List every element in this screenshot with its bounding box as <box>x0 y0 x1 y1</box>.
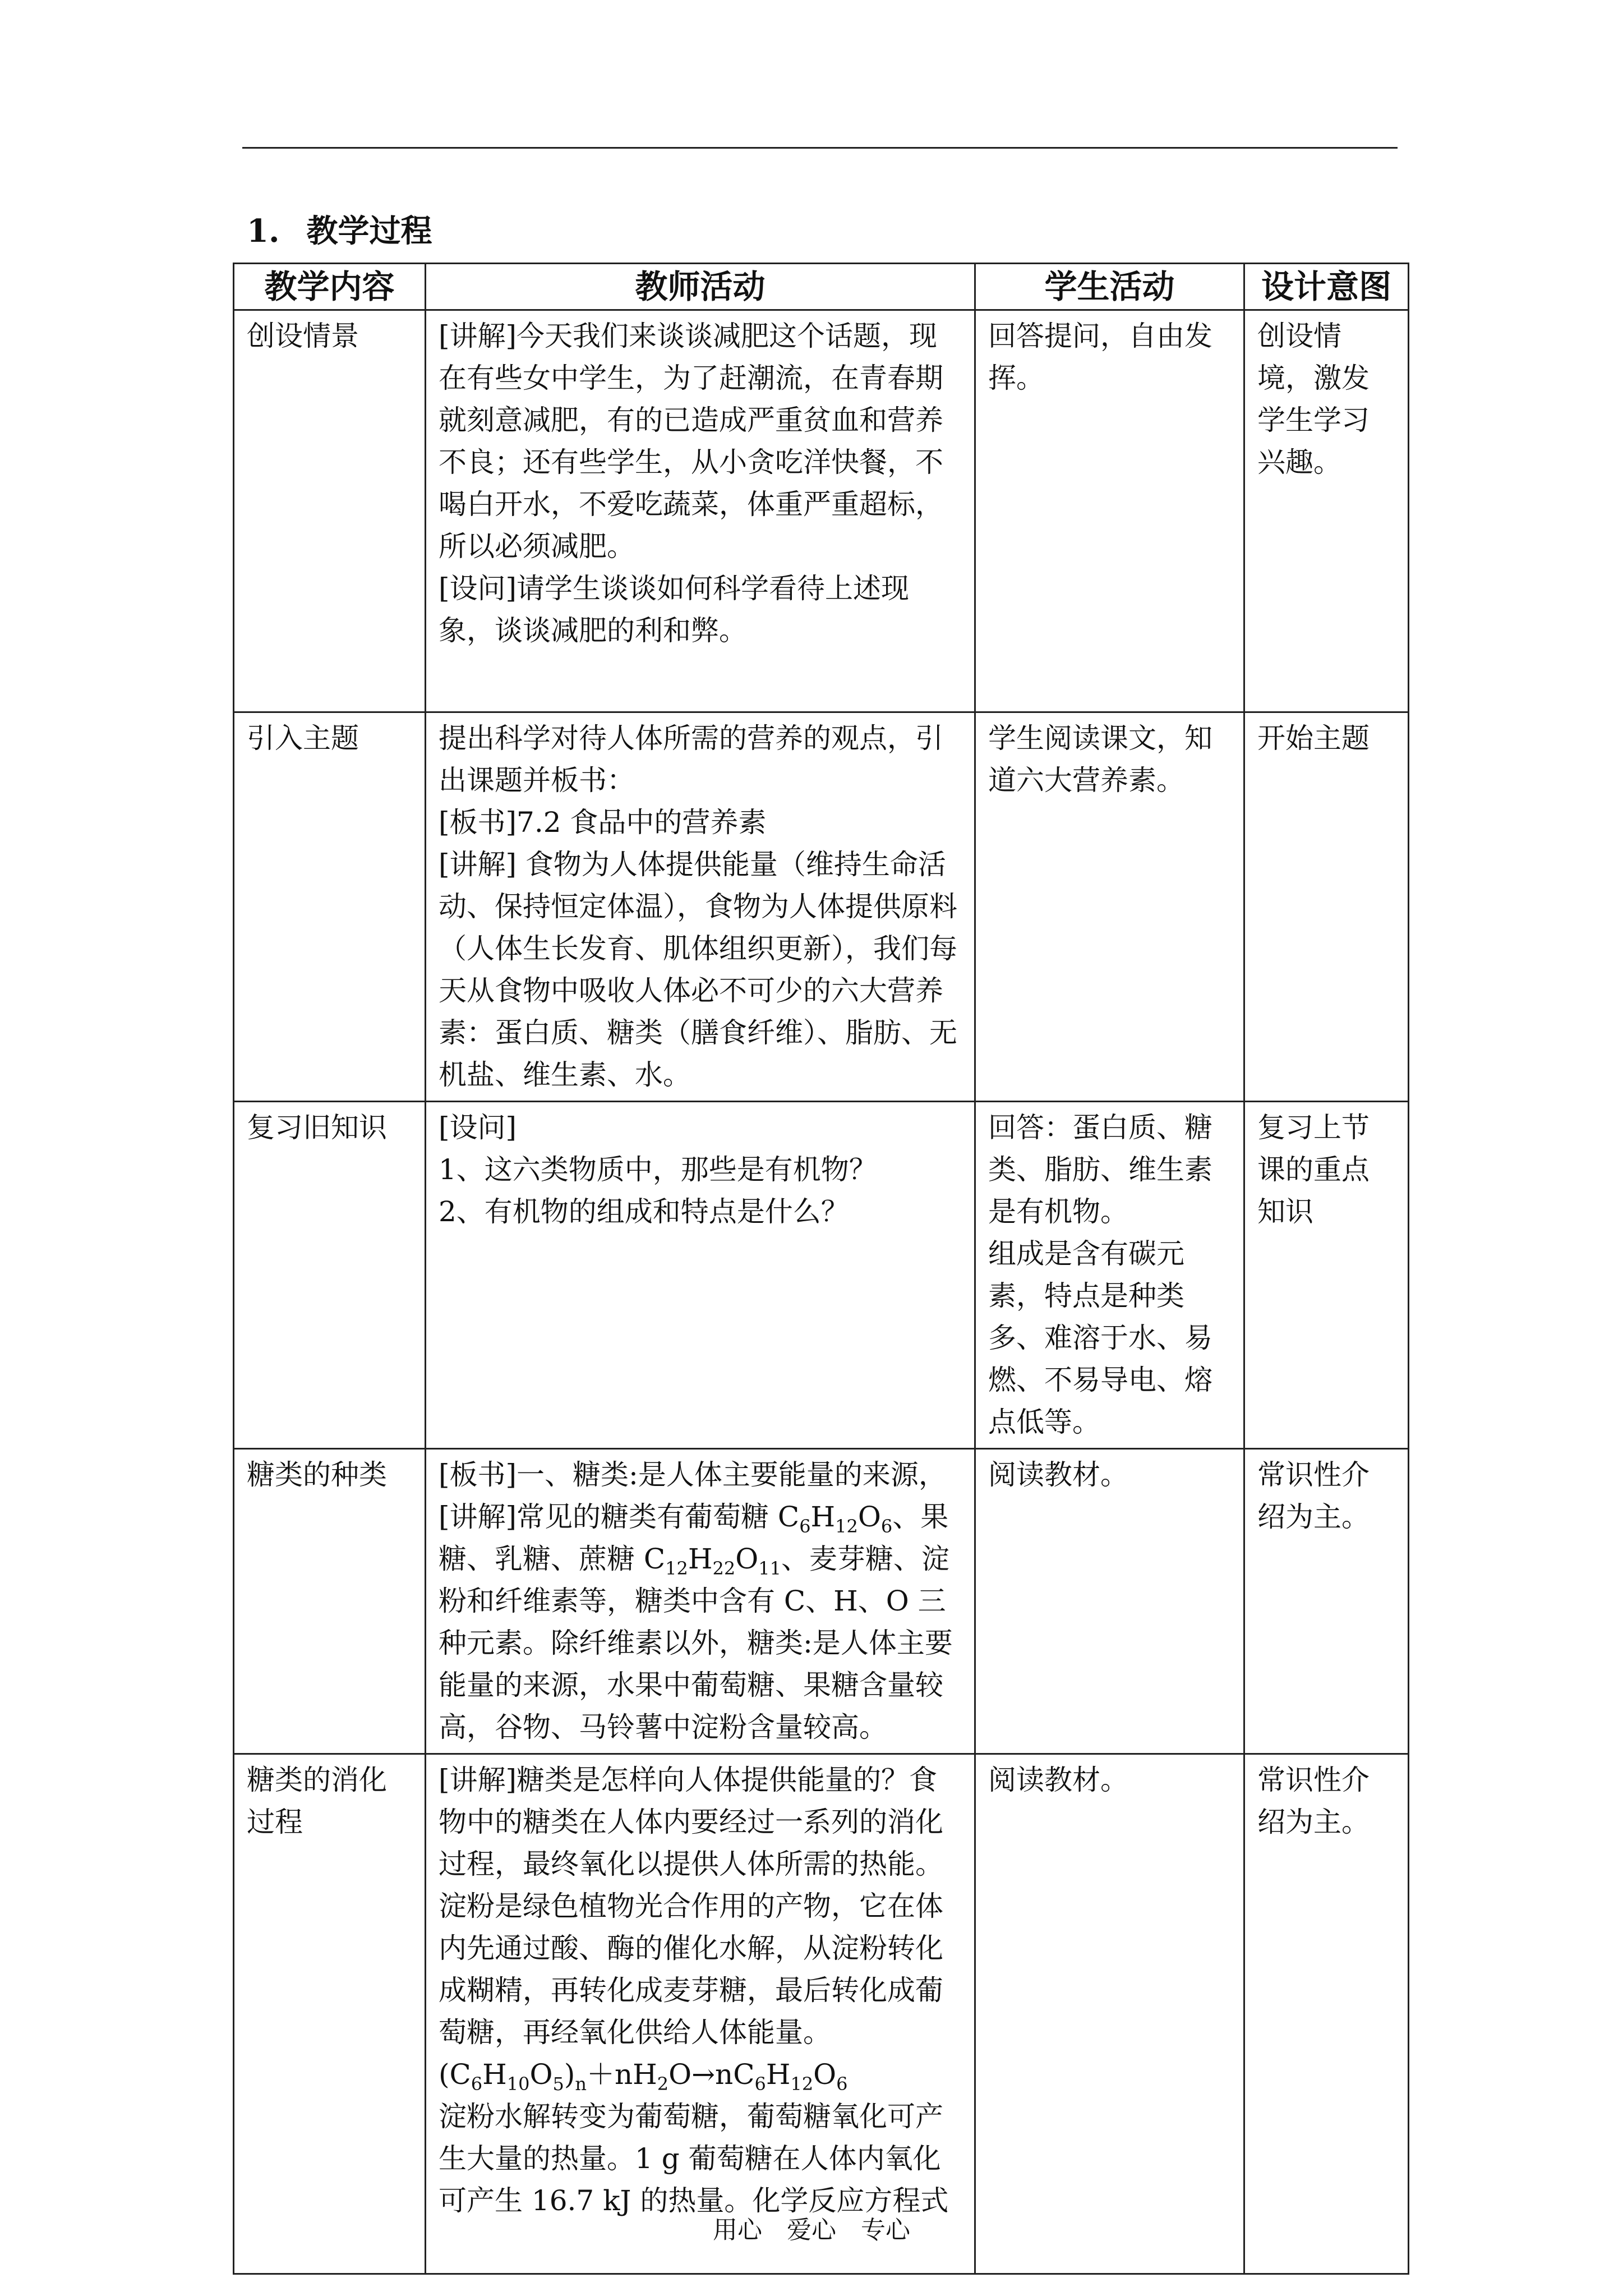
cell-paragraph: 学生阅读课文，知道六大营养素。 <box>988 722 1212 797</box>
cell-paragraph: 2、有机物的组成和特点是什么？ <box>439 1195 849 1228</box>
cell-paragraph: 回答：蛋白质、糖类、脂肪、维生素是有机物。 <box>988 1111 1212 1228</box>
table-row <box>234 712 1409 1102</box>
cell-design-intent: 常识性介绍为主。 <box>1244 1754 1409 2274</box>
section-heading <box>247 209 432 254</box>
table-header-row <box>234 264 1409 310</box>
cell-paragraph: [讲解]糖类是怎样向人体提供能量的？食物中的糖类在人体内要经过一系列的消化过程，最终氧化以提供人体所需的热能。淀粉是绿色植物光合作用的产物，它在体内先通过酸、酶的催化水解，从淀粉转化成糊精，再转化成麦芽糖，最后转化成葡萄糖，再经氧化供给人体能量。 <box>439 1764 943 2049</box>
cell-content: 引入主题 <box>234 712 426 1102</box>
cell-student-activity <box>975 1754 1244 2274</box>
page-footer: 用心 爱心 专心 <box>713 2216 910 2244</box>
section-number: 1. <box>247 213 280 250</box>
cell-paragraph: 淀粉水解转变为葡萄糖，葡萄糖氧化可产生大量的热量。1 g 葡萄糖在人体内氧化可产生 16.7 kJ 的热量。化学反应方程式 <box>439 2100 949 2217</box>
cell-student-activity <box>975 712 1244 1102</box>
cell-teacher-activity <box>426 310 975 712</box>
cell-paragraph: 阅读教材。 <box>988 1764 1128 1796</box>
table-row <box>234 1754 1409 2274</box>
cell-paragraph: [讲解] 食物为人体提供能量（维持生命活动、保持恒定体温），食物为人体提供原料（人体生长发育、肌体组织更新），我们每天从食物中吸收人体必不可少的六大营养素：蛋白质、糖类（膳食纤维）、脂肪、无机盐、维生素、水。 <box>439 848 957 1091</box>
header-intent: 设计意图 <box>1244 264 1409 310</box>
cell-paragraph: [设问] <box>439 1111 517 1144</box>
cell-design-intent: 创设情境，激发学生学习兴趣。 <box>1244 310 1409 712</box>
cell-paragraph: [板书]一、糖类:是人体主要能量的来源， <box>439 1458 947 1491</box>
cell-paragraph: 阅读教材。 <box>988 1458 1128 1491</box>
lesson-table <box>233 263 1409 2275</box>
table-row <box>234 310 1409 712</box>
table-body <box>234 310 1409 2274</box>
table-row <box>234 1449 1409 1754</box>
cell-paragraph: 回答提问，自由发挥。 <box>988 320 1212 394</box>
cell-paragraph: [板书]7.2 食品中的营养素 <box>439 806 767 839</box>
table-row <box>234 1102 1409 1449</box>
cell-paragraph: 提出科学对待人体所需的营养的观点，引出课题并板书： <box>439 722 943 797</box>
cell-teacher-activity <box>426 1754 975 2274</box>
header-student: 学生活动 <box>975 264 1244 310</box>
cell-paragraph: 组成是含有碳元素，特点是种类多、难溶于水、易燃、不易导电、熔点低等。 <box>988 1237 1212 1438</box>
cell-paragraph: 1、这六类物质中，那些是有机物？ <box>439 1153 877 1186</box>
cell-content: 复习旧知识 <box>234 1102 426 1449</box>
cell-paragraph: $(C_6H_{10}O_5)_n+nH_2O\to nC_6H_{12}O_6$ <box>439 2058 848 2095</box>
cell-teacher-activity <box>426 1102 975 1449</box>
cell-paragraph: [设问]请学生谈谈如何科学看待上述现象，谈谈减肥的利和弊。 <box>439 572 910 647</box>
section-title: 教学过程 <box>306 213 432 250</box>
cell-student-activity <box>975 1449 1244 1754</box>
header-content: 教学内容 <box>234 264 426 310</box>
header-rule <box>242 147 1398 149</box>
cell-content: 糖类的消化过程 <box>234 1754 426 2274</box>
cell-student-activity <box>975 1102 1244 1449</box>
cell-design-intent: 复习上节课的重点知识 <box>1244 1102 1409 1449</box>
cell-design-intent: 常识性介绍为主。 <box>1244 1449 1409 1754</box>
cell-content: 糖类的种类 <box>234 1449 426 1754</box>
cell-paragraph: [讲解]常见的糖类有葡萄糖 $C_6H_{12}O_6$、果糖、乳糖、蔗糖 $C_{12}H_{22}O_{11}$、麦芽糖、淀粉和纤维素等，糖类中含有 C、H、O 三种元素。除纤维素以外，糖类:是人体主要能量的来源，水果中葡萄糖、果糖含量较高，谷物、马铃薯中淀粉含量较高。 <box>439 1501 953 1743</box>
cell-paragraph: [讲解]今天我们来谈谈减肥这个话题，现在有些女中学生，为了赶潮流，在青春期就刻意减肥，有的已造成严重贫血和营养不良；还有些学生，从小贪吃洋快餐，不喝白开水，不爱吃蔬菜，体重严重超标，所以必须减肥。 <box>439 320 943 563</box>
cell-teacher-activity <box>426 712 975 1102</box>
header-teacher: 教师活动 <box>426 264 975 310</box>
cell-content: 创设情景 <box>234 310 426 712</box>
cell-design-intent: 开始主题 <box>1244 712 1409 1102</box>
cell-teacher-activity <box>426 1449 975 1754</box>
cell-student-activity <box>975 310 1244 712</box>
